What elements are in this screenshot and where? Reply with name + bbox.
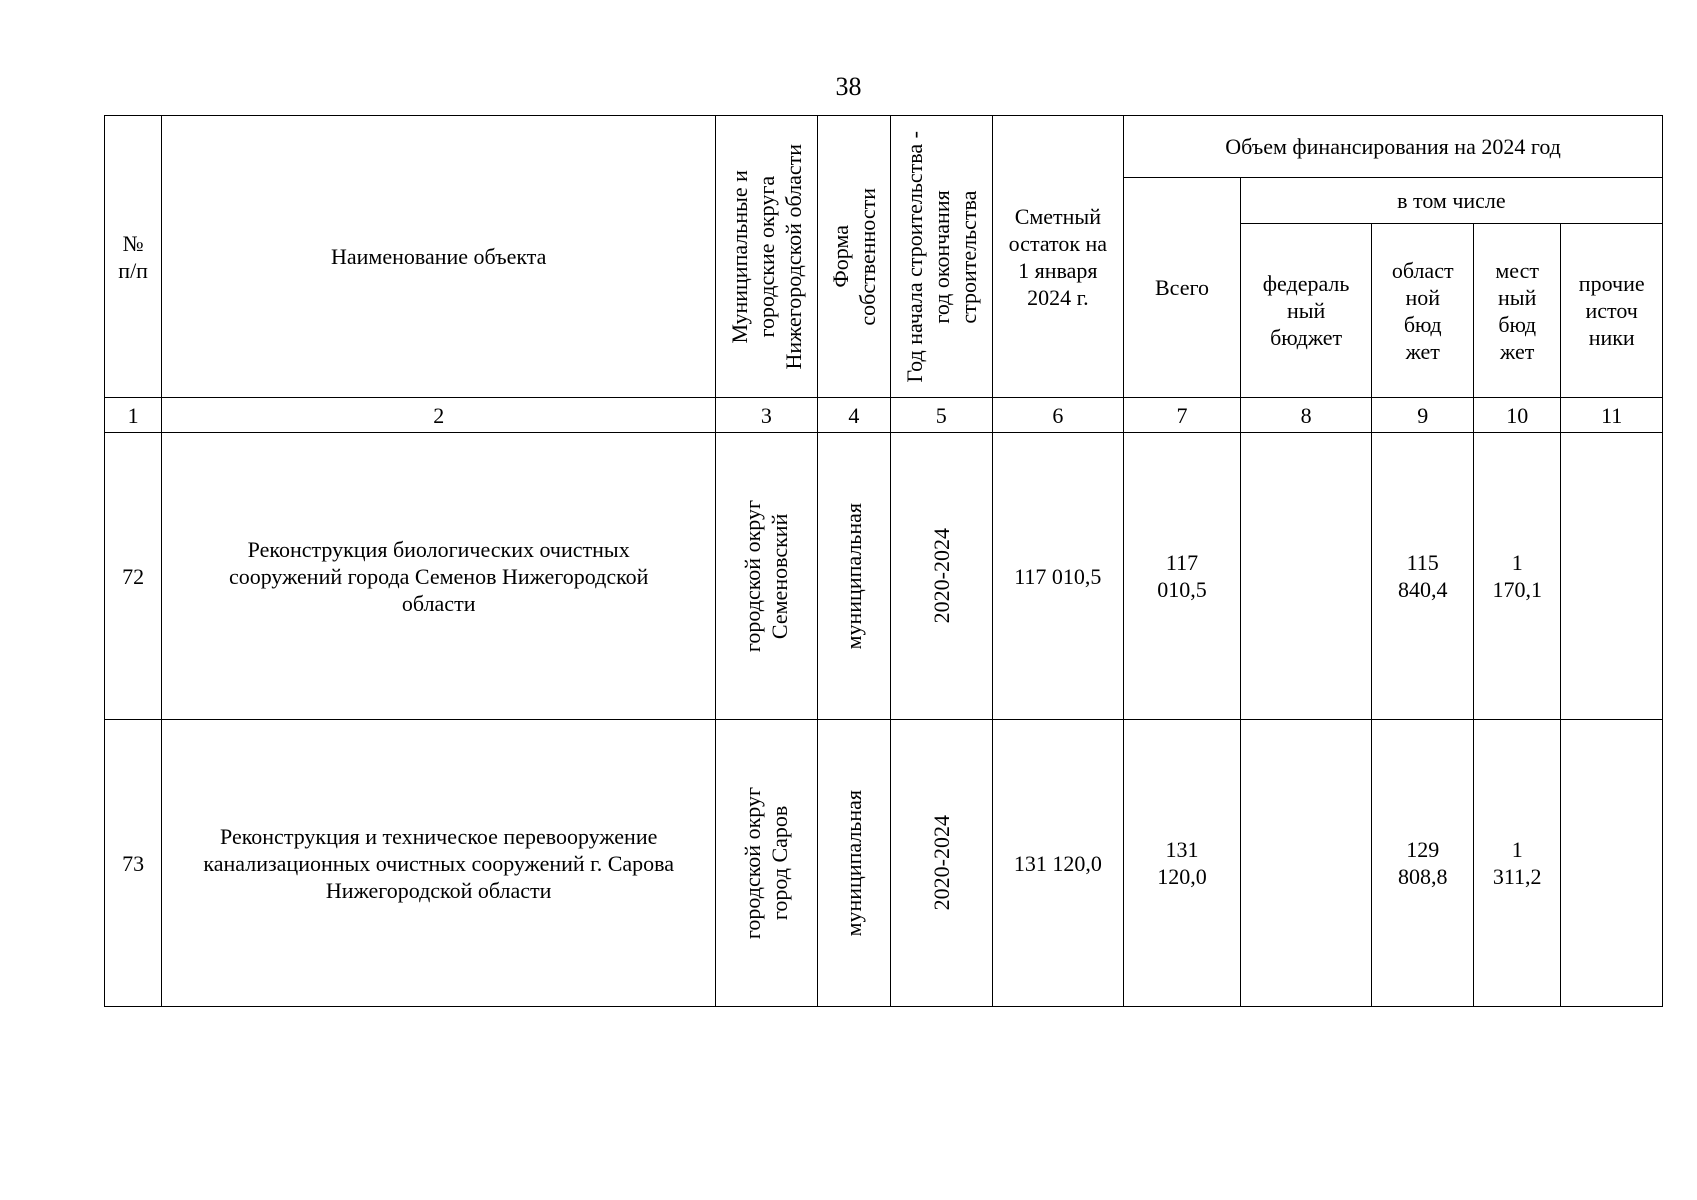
column-number: 9 — [1372, 398, 1474, 433]
header-funding-group — [1124, 116, 1663, 178]
row-federal — [1240, 433, 1372, 720]
row-name — [162, 433, 716, 720]
header-federal — [1240, 224, 1372, 398]
column-number-row — [105, 398, 1663, 433]
row-years-text: 2020-2024 — [928, 528, 954, 624]
row-total-text: 117 010,5 — [1157, 550, 1207, 602]
row-regional — [1372, 433, 1474, 720]
row-regional-text: 115 840,4 — [1397, 550, 1448, 602]
financing-table — [104, 115, 1663, 1007]
column-number: 4 — [817, 398, 890, 433]
column-number: 3 — [716, 398, 818, 433]
row-municipality — [716, 433, 818, 720]
row-ownership — [817, 433, 890, 720]
header-funding-group-label: Объем финансирования на 2024 год — [1225, 134, 1561, 159]
row-local — [1473, 433, 1560, 720]
table-row — [105, 720, 1663, 1007]
header-no — [105, 116, 162, 398]
column-number: 11 — [1561, 398, 1663, 433]
row-federal — [1240, 720, 1372, 1007]
column-number: 5 — [891, 398, 993, 433]
row-municipality-text: городской округ Семеновский — [740, 499, 793, 653]
row-municipality-text: городской округ город Саров — [740, 786, 793, 940]
row-local-text: 1 311,2 — [1492, 837, 1542, 889]
column-number: 1 — [105, 398, 162, 433]
header-ownership — [817, 116, 890, 398]
table-row — [105, 433, 1663, 720]
header-other-label: прочие источ ники — [1578, 271, 1645, 350]
row-ownership-text: муниципальная — [841, 502, 867, 650]
header-including-label: в том числе — [1397, 188, 1506, 213]
header-ownership-label: Форма собственности — [827, 187, 880, 326]
row-name — [162, 720, 716, 1007]
row-other — [1561, 720, 1663, 1007]
header-years-label: Год начала строительства - год окончания строительства — [901, 130, 981, 383]
row-years — [891, 433, 993, 720]
header-other — [1561, 224, 1663, 398]
row-total — [1124, 433, 1241, 720]
row-years — [891, 720, 993, 1007]
header-local-label: мест ный бюд жет — [1495, 257, 1539, 364]
header-no-label: № п/п — [118, 230, 148, 283]
header-estimate — [992, 116, 1124, 398]
row-estimate: 117 010,5 — [992, 433, 1124, 720]
row-total — [1124, 720, 1241, 1007]
row-ownership — [817, 720, 890, 1007]
row-years-text: 2020-2024 — [928, 815, 954, 911]
row-local — [1473, 720, 1560, 1007]
header-name — [162, 116, 716, 398]
row-regional — [1372, 720, 1474, 1007]
row-estimate: 131 120,0 — [992, 720, 1124, 1007]
header-estimate-label: Сметный остаток на 1 января 2024 г. — [1008, 203, 1108, 310]
header-regional — [1372, 224, 1474, 398]
header-federal-label: федераль ный бюджет — [1262, 271, 1350, 350]
header-regional-label: област ной бюд жет — [1391, 257, 1454, 364]
row-name-text: Реконструкция и техническое перевооружение канализационных очистных сооружений г. Сарова Нижегородской области — [203, 823, 675, 903]
column-number: 10 — [1473, 398, 1560, 433]
row-name-text: Реконструкция биологических очистных сооружений города Семенов Нижегородской области — [228, 536, 649, 616]
row-no: 73 — [105, 720, 162, 1007]
header-name-label: Наименование объекта — [330, 244, 547, 269]
column-number: 2 — [162, 398, 716, 433]
row-local-text: 1 170,1 — [1492, 550, 1542, 602]
header-including — [1240, 178, 1662, 224]
column-number: 8 — [1240, 398, 1372, 433]
header-municipality — [716, 116, 818, 398]
row-other — [1561, 433, 1663, 720]
row-total-text: 131 120,0 — [1157, 837, 1207, 889]
header-local — [1473, 224, 1560, 398]
header-total — [1124, 178, 1241, 398]
row-municipality — [716, 720, 818, 1007]
header-total-label: Всего — [1155, 275, 1209, 300]
row-no: 72 — [105, 433, 162, 720]
row-ownership-text: муниципальная — [841, 789, 867, 937]
column-number: 7 — [1124, 398, 1241, 433]
row-regional-text: 129 808,8 — [1397, 837, 1448, 889]
header-row-1 — [105, 116, 1663, 178]
header-years — [891, 116, 993, 398]
header-municipality-label: Муниципальные и городские округа Нижегородской области — [726, 143, 806, 370]
page-number: 38 — [835, 72, 862, 101]
column-number: 6 — [992, 398, 1124, 433]
